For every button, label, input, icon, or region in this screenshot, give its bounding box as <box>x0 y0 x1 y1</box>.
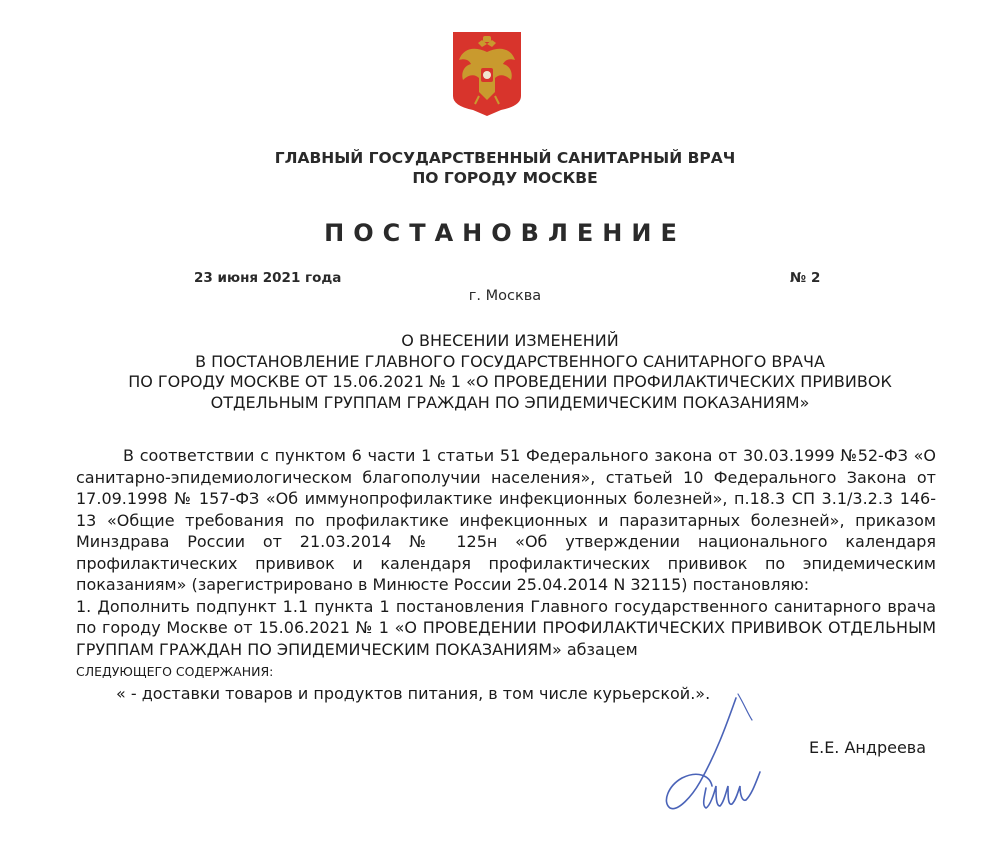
added-paragraph-quote: « - доставки товаров и продуктов питания, в том числе курьерской.». <box>116 683 711 703</box>
handwritten-signature <box>648 690 778 840</box>
authority-name-line-2: ПО ГОРОДУ МОСКВЕ <box>412 169 598 187</box>
item-1-tail-text: СЛЕДУЮЩЕГО СОДЕРЖАНИЯ: <box>76 664 274 679</box>
subject-line: ПО ГОРОДУ МОСКВЕ ОТ 15.06.2021 № 1 «О ПРОВЕДЕНИИ ПРОФИЛАКТИЧЕСКИХ ПРИВИВОК <box>128 372 892 391</box>
document-date: 23 июня 2021 года <box>194 270 342 286</box>
document-type-title: ПОСТАНОВЛЕНИЕ <box>324 219 686 247</box>
item-1-tail <box>76 660 936 683</box>
subject-line: ОТДЕЛЬНЫМ ГРУППАМ ГРАЖДАН ПО ЭПИДЕМИЧЕСКИМ ПОКАЗАНИЯМ» <box>210 392 810 412</box>
preamble-paragraph: В соответствии с пунктом 6 части 1 статьи 51 Федерального закона от 30.03.1999 №52-ФЗ «О санитарно-эпидемиологическом благополучии населения», статьей 10 Федерального Закона от 17.09.1998 № 157-ФЗ «Об иммунопрофилактике инфекционных болезней», п.18.3 СП 3.1/3.2.3 146-13 «Общие требования по профилактике инфекционных и паразитарных болезней», приказом Минздрава России от 21.03.2014 № 125н «Об утверждении национального календаря профилактических прививок и календаря профилактических прививок по эпидемическим показаниям» (зарегистрировано в Минюсте России 25.04.2014 N 32115) постановляю: <box>76 446 936 594</box>
coat-of-arms-emblem <box>449 30 525 116</box>
document-subject <box>60 331 960 413</box>
subject-line: О ВНЕСЕНИИ ИЗМЕНЕНИЙ <box>401 331 619 350</box>
document-body <box>76 445 936 704</box>
subject-line: В ПОСТАНОВЛЕНИЕ ГЛАВНОГО ГОСУДАРСТВЕННОГО САНИТАРНОГО ВРАЧА <box>195 351 825 371</box>
authority-name-line-1: ГЛАВНЫЙ ГОСУДАРСТВЕННЫЙ САНИТАРНЫЙ ВРАЧ <box>274 149 736 167</box>
document-city: г. Москва <box>468 288 542 304</box>
item-1-text: 1. Дополнить подпункт 1.1 пункта 1 постановления Главного государственного санитарного врача по городу Москве от 15.06.2021 № 1 «О ПРОВЕДЕНИИ ПРОФИЛАКТИЧЕСКИХ ПРИВИВОК ОТДЕЛЬНЫМ ГРУППАМ ГРАЖДАН ПО ЭПИДЕМИЧЕСКИМ ПОКАЗАНИЯМ» абзацем <box>76 596 936 659</box>
document-number: № 2 <box>790 270 821 286</box>
item-1-paragraph <box>76 596 936 661</box>
signer-name: Е.Е. Андреева <box>809 738 927 757</box>
